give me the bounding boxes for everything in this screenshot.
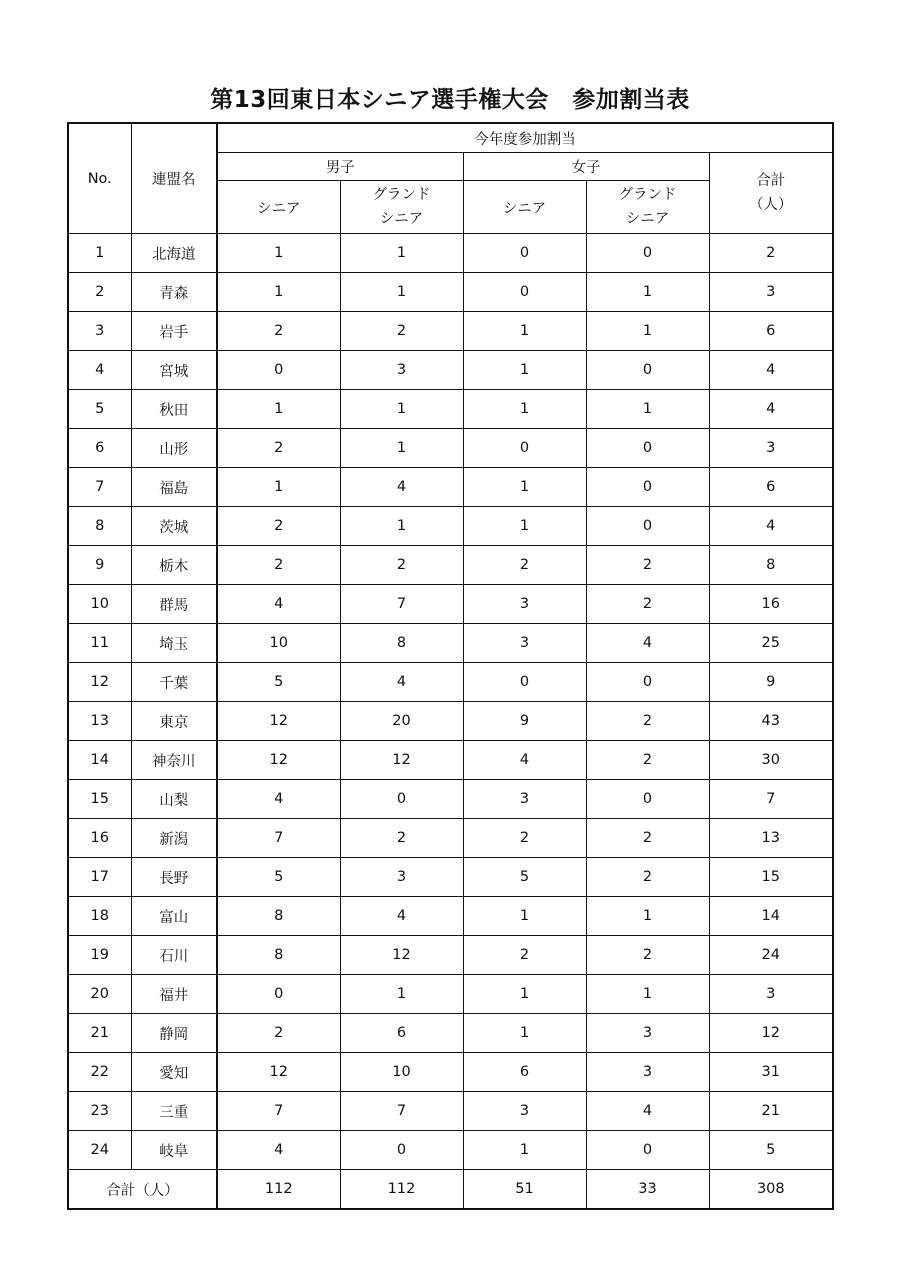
cell-women-grand-senior: 2 xyxy=(586,819,709,858)
cell-total: 4 xyxy=(709,507,833,546)
cell-men-grand-senior: 1 xyxy=(340,390,463,429)
table-row xyxy=(68,468,833,507)
cell-women-grand-senior: 1 xyxy=(586,897,709,936)
cell-women-grand-senior: 3 xyxy=(586,1014,709,1053)
cell-men-senior: 2 xyxy=(217,429,340,468)
cell-total: 4 xyxy=(709,351,833,390)
table-row xyxy=(68,741,833,780)
cell-no: 7 xyxy=(68,468,131,507)
table-row xyxy=(68,663,833,702)
cell-federation: 山梨 xyxy=(131,780,217,819)
cell-federation: 秋田 xyxy=(131,390,217,429)
cell-men-grand-senior: 4 xyxy=(340,468,463,507)
cell-women-grand-senior: 2 xyxy=(586,702,709,741)
cell-women-senior: 1 xyxy=(463,390,586,429)
cell-women-grand-senior: 4 xyxy=(586,624,709,663)
cell-women-grand-senior: 2 xyxy=(586,741,709,780)
cell-total: 31 xyxy=(709,1053,833,1092)
cell-women-grand-senior: 0 xyxy=(586,507,709,546)
cell-men-senior: 8 xyxy=(217,936,340,975)
cell-men-grand-senior: 1 xyxy=(340,234,463,273)
cell-women-grand-senior: 0 xyxy=(586,663,709,702)
table-row xyxy=(68,897,833,936)
totals-men-grand-senior: 112 xyxy=(340,1170,463,1210)
table-row xyxy=(68,624,833,663)
cell-no: 20 xyxy=(68,975,131,1014)
cell-federation: 福島 xyxy=(131,468,217,507)
cell-federation: 栃木 xyxy=(131,546,217,585)
cell-men-senior: 1 xyxy=(217,273,340,312)
cell-men-grand-senior: 0 xyxy=(340,780,463,819)
cell-no: 22 xyxy=(68,1053,131,1092)
cell-women-grand-senior: 2 xyxy=(586,546,709,585)
table-row xyxy=(68,819,833,858)
cell-no: 8 xyxy=(68,507,131,546)
cell-men-grand-senior: 1 xyxy=(340,273,463,312)
totals-total: 308 xyxy=(709,1170,833,1210)
cell-women-senior: 1 xyxy=(463,507,586,546)
cell-federation: 三重 xyxy=(131,1092,217,1131)
cell-men-senior: 2 xyxy=(217,546,340,585)
cell-men-grand-senior: 2 xyxy=(340,546,463,585)
cell-no: 21 xyxy=(68,1014,131,1053)
cell-women-senior: 0 xyxy=(463,663,586,702)
cell-no: 10 xyxy=(68,585,131,624)
cell-federation: 静岡 xyxy=(131,1014,217,1053)
cell-women-senior: 1 xyxy=(463,975,586,1014)
table-row xyxy=(68,1053,833,1092)
table-row xyxy=(68,1131,833,1170)
cell-no: 24 xyxy=(68,1131,131,1170)
cell-women-senior: 3 xyxy=(463,624,586,663)
cell-total: 13 xyxy=(709,819,833,858)
cell-women-grand-senior: 1 xyxy=(586,273,709,312)
cell-men-grand-senior: 4 xyxy=(340,897,463,936)
cell-total: 7 xyxy=(709,780,833,819)
cell-women-senior: 0 xyxy=(463,234,586,273)
table-row xyxy=(68,546,833,585)
cell-men-senior: 7 xyxy=(217,1092,340,1131)
cell-total: 30 xyxy=(709,741,833,780)
header-total xyxy=(709,153,833,234)
cell-men-grand-senior: 8 xyxy=(340,624,463,663)
cell-federation: 石川 xyxy=(131,936,217,975)
table-row xyxy=(68,858,833,897)
cell-total: 6 xyxy=(709,312,833,351)
cell-total: 12 xyxy=(709,1014,833,1053)
cell-no: 5 xyxy=(68,390,131,429)
table-row xyxy=(68,390,833,429)
cell-no: 2 xyxy=(68,273,131,312)
cell-federation: 富山 xyxy=(131,897,217,936)
cell-total: 3 xyxy=(709,975,833,1014)
cell-women-senior: 1 xyxy=(463,1131,586,1170)
totals-men-senior: 112 xyxy=(217,1170,340,1210)
header-no: No. xyxy=(68,123,131,234)
cell-men-senior: 1 xyxy=(217,468,340,507)
header-women: 女子 xyxy=(463,153,709,181)
cell-women-grand-senior: 1 xyxy=(586,390,709,429)
cell-women-grand-senior: 0 xyxy=(586,429,709,468)
cell-men-grand-senior: 2 xyxy=(340,312,463,351)
cell-total: 4 xyxy=(709,390,833,429)
header-allocation: 今年度参加割当 xyxy=(217,123,833,153)
cell-women-senior: 1 xyxy=(463,897,586,936)
table-body xyxy=(68,234,833,1170)
cell-total: 5 xyxy=(709,1131,833,1170)
allocation-table xyxy=(67,122,834,1210)
totals-label: 合計（人） xyxy=(68,1170,217,1210)
cell-men-senior: 0 xyxy=(217,351,340,390)
cell-federation: 北海道 xyxy=(131,234,217,273)
cell-men-grand-senior: 20 xyxy=(340,702,463,741)
cell-no: 15 xyxy=(68,780,131,819)
cell-federation: 長野 xyxy=(131,858,217,897)
cell-men-senior: 1 xyxy=(217,390,340,429)
cell-men-senior: 1 xyxy=(217,234,340,273)
cell-no: 4 xyxy=(68,351,131,390)
cell-men-senior: 12 xyxy=(217,741,340,780)
cell-men-senior: 2 xyxy=(217,507,340,546)
cell-men-senior: 4 xyxy=(217,585,340,624)
cell-men-senior: 5 xyxy=(217,858,340,897)
cell-women-senior: 2 xyxy=(463,936,586,975)
cell-no: 23 xyxy=(68,1092,131,1131)
cell-women-senior: 1 xyxy=(463,468,586,507)
cell-no: 3 xyxy=(68,312,131,351)
cell-men-senior: 2 xyxy=(217,312,340,351)
cell-total: 21 xyxy=(709,1092,833,1131)
cell-men-senior: 12 xyxy=(217,1053,340,1092)
cell-women-senior: 5 xyxy=(463,858,586,897)
cell-men-grand-senior: 2 xyxy=(340,819,463,858)
cell-federation: 山形 xyxy=(131,429,217,468)
table-row xyxy=(68,1092,833,1131)
cell-federation: 茨城 xyxy=(131,507,217,546)
cell-women-grand-senior: 1 xyxy=(586,975,709,1014)
cell-women-senior: 3 xyxy=(463,585,586,624)
cell-no: 6 xyxy=(68,429,131,468)
cell-men-grand-senior: 1 xyxy=(340,507,463,546)
cell-women-grand-senior: 2 xyxy=(586,936,709,975)
table-row xyxy=(68,507,833,546)
header-total-unit: （人） xyxy=(749,197,793,213)
cell-no: 16 xyxy=(68,819,131,858)
cell-no: 9 xyxy=(68,546,131,585)
cell-no: 13 xyxy=(68,702,131,741)
table-footer xyxy=(68,1170,833,1210)
cell-men-senior: 2 xyxy=(217,1014,340,1053)
table-row xyxy=(68,351,833,390)
cell-men-senior: 12 xyxy=(217,702,340,741)
cell-women-grand-senior: 0 xyxy=(586,351,709,390)
cell-men-grand-senior: 3 xyxy=(340,858,463,897)
cell-total: 25 xyxy=(709,624,833,663)
cell-total: 6 xyxy=(709,468,833,507)
cell-total: 15 xyxy=(709,858,833,897)
cell-men-grand-senior: 3 xyxy=(340,351,463,390)
cell-federation: 神奈川 xyxy=(131,741,217,780)
cell-no: 1 xyxy=(68,234,131,273)
totals-row xyxy=(68,1170,833,1210)
cell-women-grand-senior: 4 xyxy=(586,1092,709,1131)
cell-men-grand-senior: 12 xyxy=(340,936,463,975)
table-row xyxy=(68,234,833,273)
table-row xyxy=(68,273,833,312)
cell-total: 16 xyxy=(709,585,833,624)
cell-men-senior: 7 xyxy=(217,819,340,858)
cell-federation: 新潟 xyxy=(131,819,217,858)
cell-no: 18 xyxy=(68,897,131,936)
cell-women-grand-senior: 2 xyxy=(586,585,709,624)
cell-women-senior: 4 xyxy=(463,741,586,780)
cell-men-senior: 4 xyxy=(217,780,340,819)
cell-women-senior: 3 xyxy=(463,1092,586,1131)
header-total-label: 合計 xyxy=(756,173,786,189)
cell-women-senior: 9 xyxy=(463,702,586,741)
header-women-senior: シニア xyxy=(463,181,586,234)
table-row xyxy=(68,702,833,741)
cell-total: 8 xyxy=(709,546,833,585)
header-women-grand-line2: シニア xyxy=(625,211,670,227)
cell-women-grand-senior: 0 xyxy=(586,234,709,273)
cell-federation: 福井 xyxy=(131,975,217,1014)
cell-women-grand-senior: 1 xyxy=(586,312,709,351)
cell-men-senior: 8 xyxy=(217,897,340,936)
cell-total: 43 xyxy=(709,702,833,741)
cell-no: 12 xyxy=(68,663,131,702)
cell-women-senior: 0 xyxy=(463,429,586,468)
header-men-grand-line1: グランド xyxy=(372,187,431,203)
cell-federation: 岐阜 xyxy=(131,1131,217,1170)
cell-men-grand-senior: 7 xyxy=(340,585,463,624)
header-men-grand-senior xyxy=(340,181,463,234)
header-federation: 連盟名 xyxy=(131,123,217,234)
cell-federation: 岩手 xyxy=(131,312,217,351)
cell-federation: 青森 xyxy=(131,273,217,312)
header-women-grand-senior xyxy=(586,181,709,234)
cell-men-senior: 5 xyxy=(217,663,340,702)
table-row xyxy=(68,975,833,1014)
cell-women-senior: 2 xyxy=(463,819,586,858)
cell-federation: 千葉 xyxy=(131,663,217,702)
cell-no: 11 xyxy=(68,624,131,663)
cell-federation: 愛知 xyxy=(131,1053,217,1092)
cell-women-grand-senior: 0 xyxy=(586,1131,709,1170)
cell-women-grand-senior: 0 xyxy=(586,468,709,507)
cell-total: 9 xyxy=(709,663,833,702)
cell-total: 3 xyxy=(709,429,833,468)
cell-men-grand-senior: 1 xyxy=(340,975,463,1014)
cell-women-grand-senior: 2 xyxy=(586,858,709,897)
cell-no: 14 xyxy=(68,741,131,780)
header-women-grand-line1: グランド xyxy=(618,187,677,203)
cell-men-grand-senior: 1 xyxy=(340,429,463,468)
cell-women-senior: 2 xyxy=(463,546,586,585)
cell-women-senior: 6 xyxy=(463,1053,586,1092)
cell-women-senior: 3 xyxy=(463,780,586,819)
cell-federation: 埼玉 xyxy=(131,624,217,663)
table-row xyxy=(68,429,833,468)
cell-men-grand-senior: 4 xyxy=(340,663,463,702)
cell-men-senior: 10 xyxy=(217,624,340,663)
table-header xyxy=(68,123,833,234)
header-men-senior: シニア xyxy=(217,181,340,234)
cell-federation: 東京 xyxy=(131,702,217,741)
cell-women-senior: 1 xyxy=(463,312,586,351)
table-row xyxy=(68,1014,833,1053)
cell-no: 19 xyxy=(68,936,131,975)
cell-men-grand-senior: 10 xyxy=(340,1053,463,1092)
cell-men-senior: 0 xyxy=(217,975,340,1014)
cell-total: 3 xyxy=(709,273,833,312)
cell-total: 14 xyxy=(709,897,833,936)
cell-federation: 宮城 xyxy=(131,351,217,390)
cell-total: 2 xyxy=(709,234,833,273)
cell-men-grand-senior: 12 xyxy=(340,741,463,780)
cell-total: 24 xyxy=(709,936,833,975)
cell-men-senior: 4 xyxy=(217,1131,340,1170)
cell-men-grand-senior: 6 xyxy=(340,1014,463,1053)
cell-women-grand-senior: 3 xyxy=(586,1053,709,1092)
table-row xyxy=(68,585,833,624)
totals-women-senior: 51 xyxy=(463,1170,586,1210)
table-row xyxy=(68,312,833,351)
table-row xyxy=(68,936,833,975)
page-title: 第13回東日本シニア選手権大会 参加割当表 xyxy=(210,87,690,113)
header-men: 男子 xyxy=(217,153,463,181)
totals-women-grand-senior: 33 xyxy=(586,1170,709,1210)
cell-no: 17 xyxy=(68,858,131,897)
cell-women-senior: 1 xyxy=(463,1014,586,1053)
cell-men-grand-senior: 0 xyxy=(340,1131,463,1170)
cell-federation: 群馬 xyxy=(131,585,217,624)
table-row xyxy=(68,780,833,819)
header-men-grand-line2: シニア xyxy=(379,211,424,227)
cell-men-grand-senior: 7 xyxy=(340,1092,463,1131)
cell-women-grand-senior: 0 xyxy=(586,780,709,819)
cell-women-senior: 1 xyxy=(463,351,586,390)
cell-women-senior: 0 xyxy=(463,273,586,312)
